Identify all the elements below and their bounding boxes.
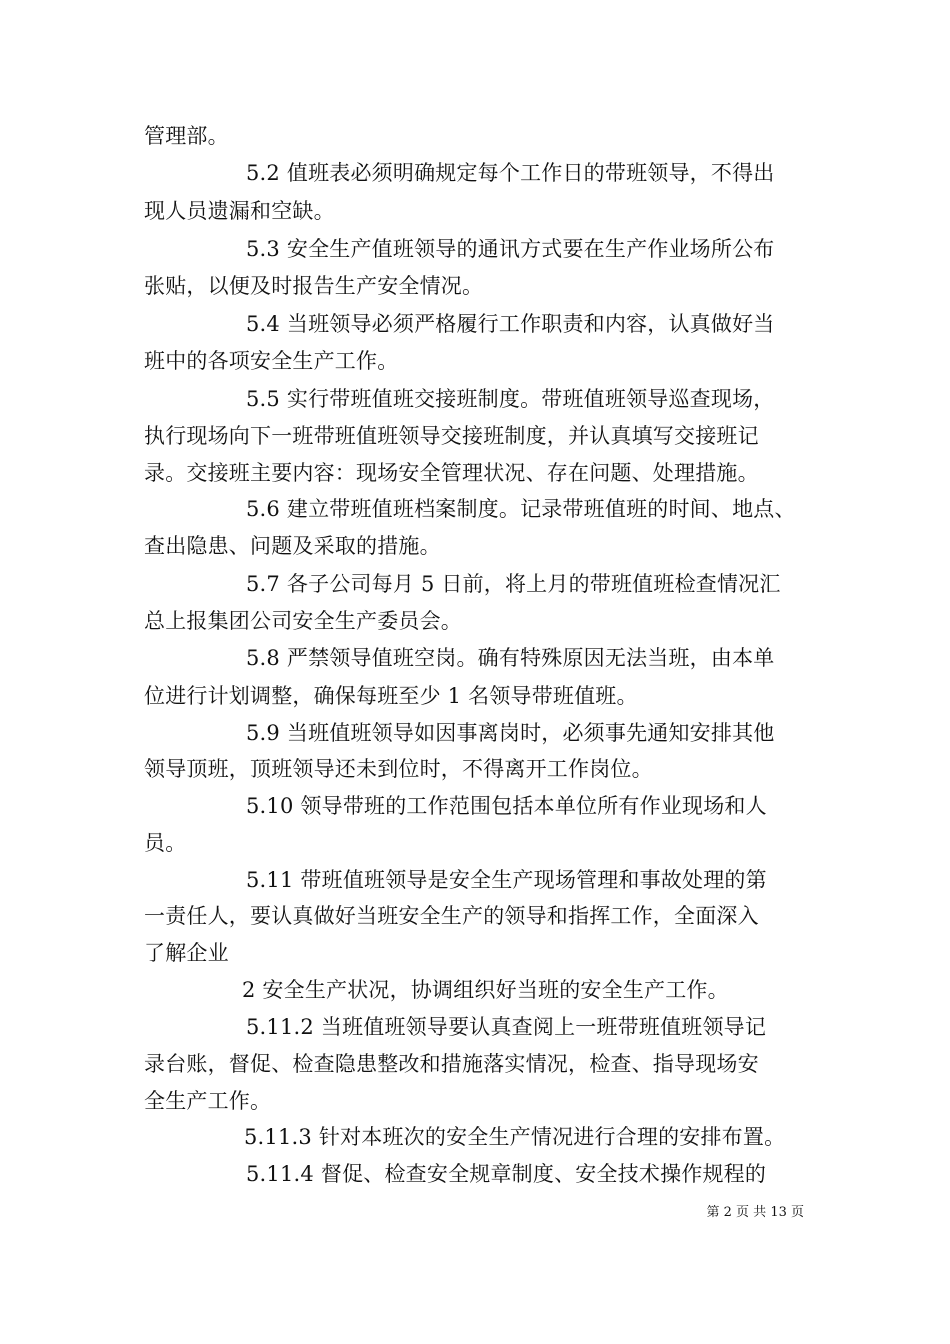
text-line: 一责任人，要认真做好当班安全生产的领导和指挥工作，全面深入	[144, 904, 759, 928]
text-line: 查出隐患、问题及采取的措施。	[144, 534, 441, 558]
text-line: 总上报集团公司安全生产委员会。	[144, 609, 462, 633]
text-line: 2 安全生产状况，协调组织好当班的安全生产工作。	[242, 978, 729, 1002]
page-number: 第 2 页 共 13 页	[706, 1205, 804, 1220]
text-line: 5.4 当班领导必须严格履行工作职责和内容，认真做好当	[246, 312, 775, 336]
text-line: 5.6 建立带班值班档案制度。记录带班值班的时间、地点、	[246, 497, 796, 521]
text-line: 了解企业	[144, 941, 229, 965]
text-line: 领导顶班，顶班领导还未到位时，不得离开工作岗位。	[144, 757, 653, 781]
text-line: 现人员遗漏和空缺。	[144, 199, 335, 223]
text-line: 执行现场向下一班带班值班领导交接班制度，并认真填写交接班记	[144, 424, 759, 448]
text-line: 位进行计划调整，确保每班至少 1 名领导带班值班。	[144, 684, 638, 708]
text-line: 管理部。	[144, 124, 229, 148]
text-line: 5.3 安全生产值班领导的通讯方式要在生产作业场所公布	[246, 237, 775, 261]
text-line: 5.11.2 当班值班领导要认真查阅上一班带班值班领导记	[246, 1015, 767, 1039]
text-line: 5.9 当班值班领导如因事离岗时，必须事先通知安排其他	[246, 721, 775, 745]
text-line: 录。交接班主要内容：现场安全管理状况、存在问题、处理措施。	[144, 461, 759, 485]
text-line: 张贴，以便及时报告生产安全情况。	[144, 274, 484, 298]
text-line: 员。	[144, 831, 187, 855]
text-line: 5.11.4 督促、检查安全规章制度、安全技术操作规程的	[246, 1162, 767, 1186]
text-line: 录台账，督促、检查隐患整改和措施落实情况，检查、指导现场安	[144, 1052, 759, 1076]
text-line: 5.2 值班表必须明确规定每个工作日的带班领导，不得出	[246, 161, 775, 185]
text-line: 5.11.3 针对本班次的安全生产情况进行合理的安排布置。	[244, 1125, 786, 1149]
text-line: 全生产工作。	[144, 1089, 272, 1113]
text-line: 5.11 带班值班领导是安全生产现场管理和事故处理的第	[246, 868, 767, 892]
text-line: 5.10 领导带班的工作范围包括本单位所有作业现场和人	[246, 794, 767, 818]
text-line: 5.5 实行带班值班交接班制度。带班值班领导巡查现场，	[246, 387, 775, 411]
text-line: 5.8 严禁领导值班空岗。确有特殊原因无法当班，由本单	[246, 646, 775, 670]
text-line: 5.7 各子公司每月 5 日前，将上月的带班值班检查情况汇	[246, 572, 781, 596]
text-line: 班中的各项安全生产工作。	[144, 349, 399, 373]
